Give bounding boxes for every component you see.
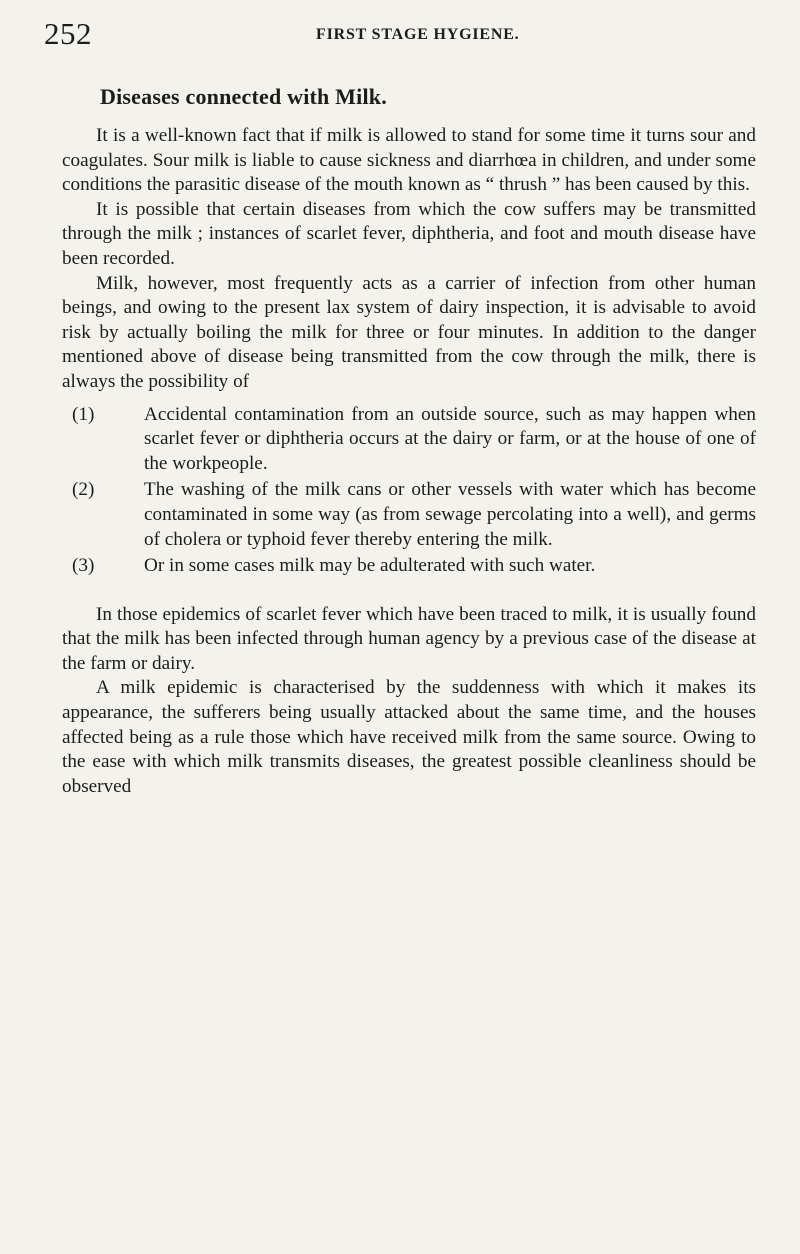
list-item-number: (1) xyxy=(72,403,95,425)
list-item-text: Accidental contamination from an outside source, such as may happen when scarlet fever or diphtheria occurs at the dairy or farm, or at the house of one of the workpeople. xyxy=(144,403,756,474)
list-item xyxy=(62,554,756,579)
page-header xyxy=(44,16,744,56)
section-heading: Diseases connected with Milk. xyxy=(100,84,387,109)
numbered-list xyxy=(62,403,756,579)
list-item-number: (2) xyxy=(72,479,95,501)
list-item-text: The washing of the milk cans or other vessels with water which has become contaminated in some way (as from sewage percolating into a well), and germs of cholera or typhoid fever thereby entering the milk. xyxy=(144,479,756,550)
list-item-number: (3) xyxy=(72,555,95,577)
paragraph: It is a well-known fact that if milk is allowed to stand for some time it turns sour and coagulates. Sour milk is liable to cause sickness and diarrhœa in children, and under some conditions the parasitic disease of the mouth known as “ thrush ” has been caused by this. xyxy=(62,125,756,196)
page-number: 252 xyxy=(44,16,92,51)
list-item xyxy=(62,478,756,552)
running-head: FIRST STAGE HYGIENE. xyxy=(316,26,520,43)
paragraph: In those epidemics of scarlet fever which have been traced to milk, it is usually found that the milk has been infected through human agency by a previous case of the disease at the farm or dairy. xyxy=(62,603,756,674)
list-item xyxy=(62,403,756,477)
list-item-text: Or in some cases milk may be adulterated with such water. xyxy=(144,555,596,577)
body-text xyxy=(62,124,756,799)
paragraph: Milk, however, most frequently acts as a carrier of infection from other human beings, and owing to the present lax system of dairy inspection, it is advisable to avoid risk by actually boiling the milk for three or four minutes. In addition to the danger mentioned above of disease being transmitted from the cow through the milk, there is always the possibility of xyxy=(62,272,756,392)
paragraph: It is possible that certain diseases from which the cow suffers may be transmitted through the milk ; instances of scarlet fever, diphtheria, and foot and mouth disease have been recorded. xyxy=(62,198,756,269)
paragraph: A milk epidemic is characterised by the suddenness with which it makes its appearance, the sufferers being usually attacked about the same time, and the houses affected being as a rule those which have received milk from the same source. Owing to the ease with which milk transmits diseases, the greatest possible cleanliness should be observed xyxy=(62,677,756,797)
